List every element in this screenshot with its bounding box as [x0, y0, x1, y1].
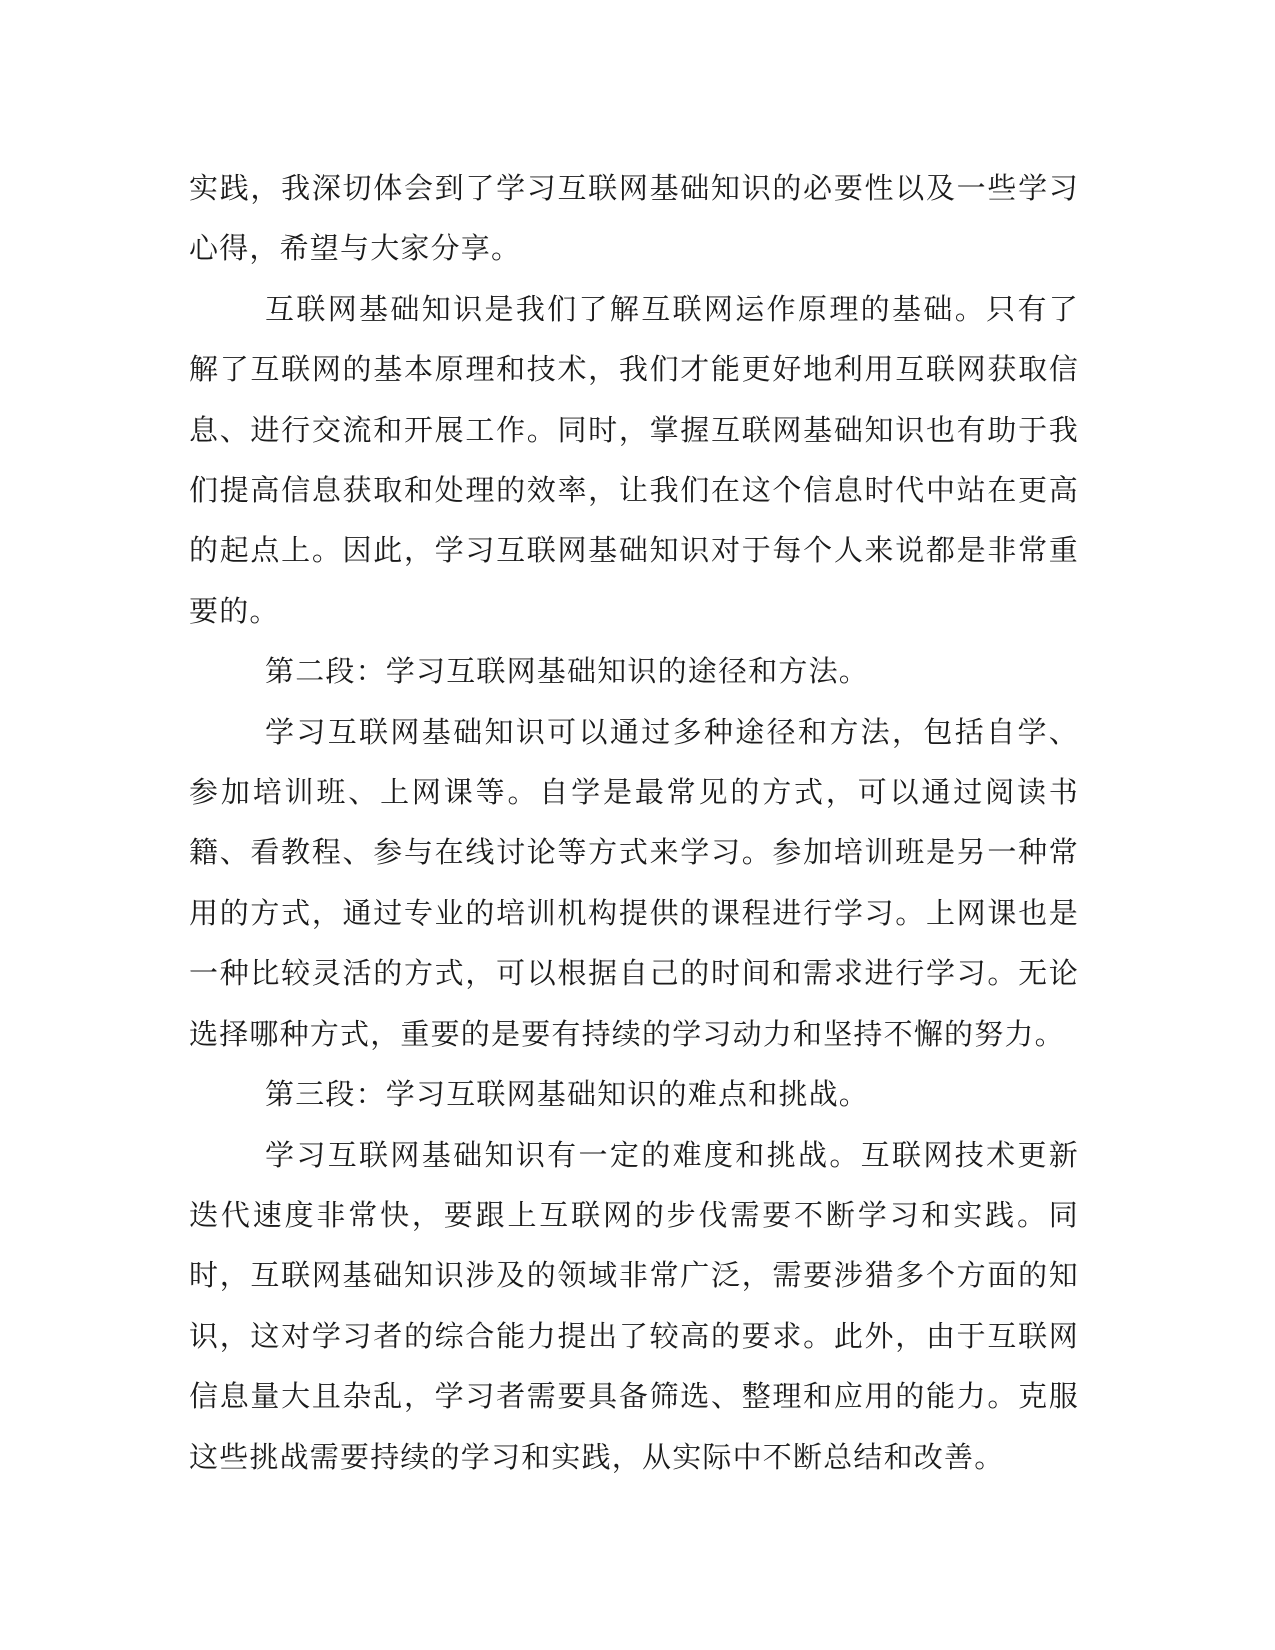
paragraph-challenges: 学习互联网基础知识有一定的难度和挑战。互联网技术更新迭代速度非常快，要跟上互联网的步伐需要不断学习和实践。同时，互联网基础知识涉及的领域非常广泛，需要涉猎多个方面的知识，这对学习者的综合能力提出了较高的要求。此外，由于互联网信息量大且杂乱，学习者需要具备筛选、整理和应用的能力。克服这些挑战需要持续的学习和实践，从实际中不断总结和改善。: [189, 1137, 1079, 1474]
paragraph-importance: 互联网基础知识是我们了解互联网运作原理的基础。只有了解了互联网的基本原理和技术，我们才能更好地利用互联网获取信息、进行交流和开展工作。同时，掌握互联网基础知识也有助于我们提高信息获取和处理的效率，让我们在这个信息时代中站在更高的起点上。因此，学习互联网基础知识对于每个人来说都是非常重要的。: [189, 291, 1079, 628]
section-heading-3: 第三段：学习互联网基础知识的难点和挑战。: [265, 1077, 870, 1112]
document-body: [189, 158, 1079, 1487]
paragraph-methods: 学习互联网基础知识可以通过多种途径和方法，包括自学、参加培训班、上网课等。自学是最常见的方式，可以通过阅读书籍、看教程、参与在线讨论等方式来学习。参加培训班是另一种常用的方式，通过专业的培训机构提供的课程进行学习。上网课也是一种比较灵活的方式，可以根据自己的时间和需求进行学习。无论选择哪种方式，重要的是要有持续的学习动力和坚持不懈的努力。: [189, 714, 1079, 1051]
paragraph-continuation: 实践，我深切体会到了学习互联网基础知识的必要性以及一些学习心得，希望与大家分享。: [189, 171, 1079, 266]
section-heading-2: 第二段：学习互联网基础知识的途径和方法。: [265, 654, 870, 689]
